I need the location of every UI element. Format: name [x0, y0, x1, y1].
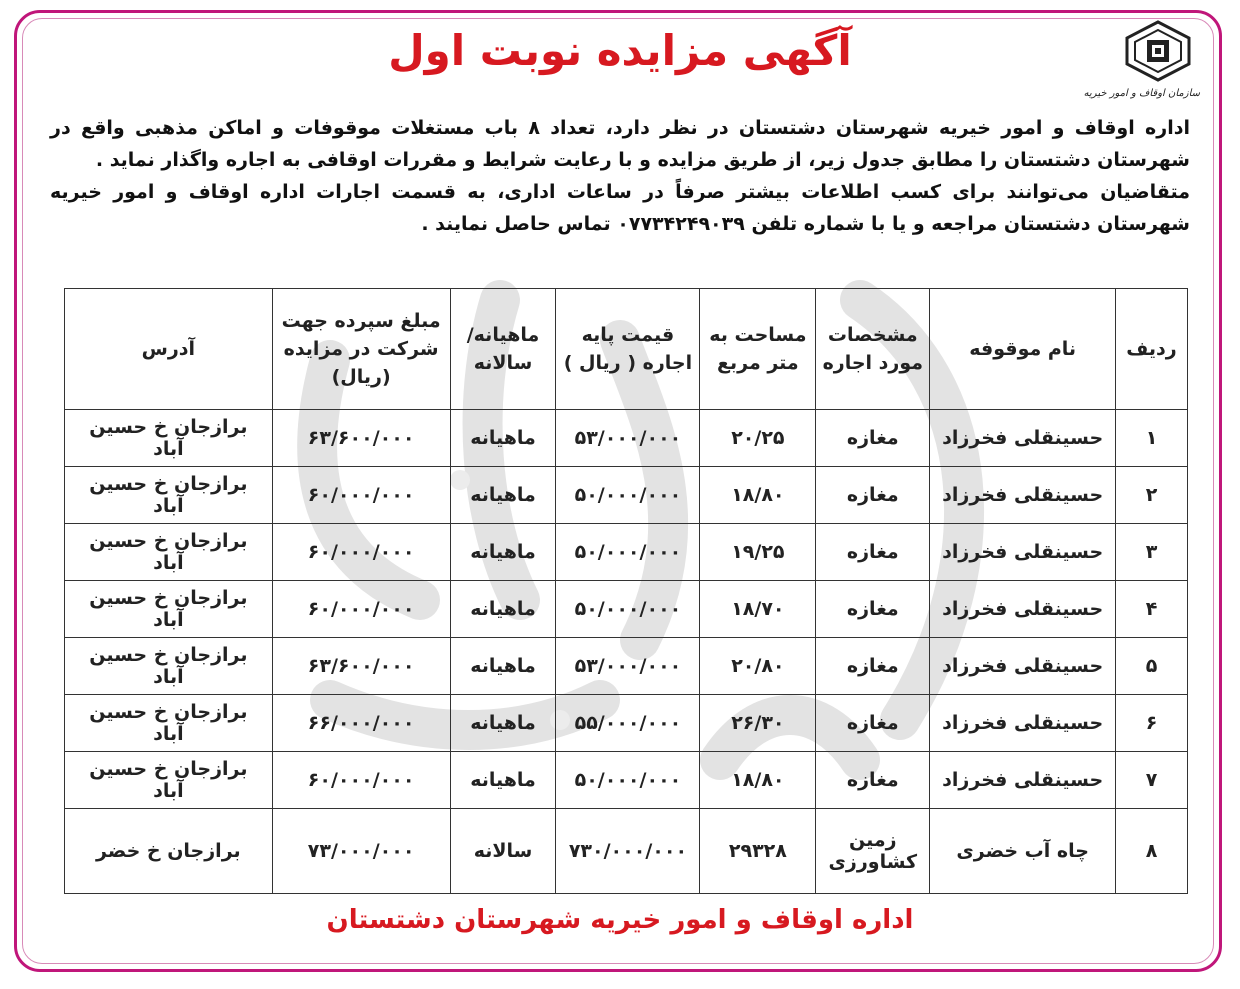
header-area: مساحت به متر مربع — [700, 289, 816, 410]
cell-row-no: ۱ — [1116, 410, 1188, 467]
table-row — [65, 809, 1188, 894]
cell-period: ماهیانه — [450, 524, 556, 581]
cell-deposit: ۶۰/۰۰۰/۰۰۰ — [272, 467, 450, 524]
cell-base-price: ۵۰/۰۰۰/۰۰۰ — [556, 581, 700, 638]
cell-base-price: ۷۳۰/۰۰۰/۰۰۰ — [556, 809, 700, 894]
cell-name: حسینقلی فخرزاد — [930, 695, 1116, 752]
table-row — [65, 695, 1188, 752]
cell-deposit: ۷۳/۰۰۰/۰۰۰ — [272, 809, 450, 894]
logo-caption: سازمان اوقاف و امور خیریه — [1083, 88, 1200, 99]
cell-deposit: ۶۳/۶۰۰/۰۰۰ — [272, 410, 450, 467]
cell-address: برازجان خ حسین آباد — [65, 752, 273, 809]
cell-row-no: ۷ — [1116, 752, 1188, 809]
cell-row-no: ۶ — [1116, 695, 1188, 752]
cell-area: ۲۰/۲۵ — [700, 410, 816, 467]
cell-row-no: ۳ — [1116, 524, 1188, 581]
table-row — [65, 638, 1188, 695]
table-row — [65, 524, 1188, 581]
table-row — [65, 752, 1188, 809]
cell-base-price: ۵۳/۰۰۰/۰۰۰ — [556, 638, 700, 695]
cell-period: ماهیانه — [450, 410, 556, 467]
cell-name: چاه آب خضری — [930, 809, 1116, 894]
cell-deposit: ۶۰/۰۰۰/۰۰۰ — [272, 581, 450, 638]
table-row — [65, 581, 1188, 638]
cell-period: ماهیانه — [450, 467, 556, 524]
cell-spec: مغازه — [816, 581, 930, 638]
cell-address: برازجان خ حسین آباد — [65, 581, 273, 638]
table-row — [65, 410, 1188, 467]
table-row — [65, 467, 1188, 524]
cell-address: برازجان خ حسین آباد — [65, 524, 273, 581]
cell-row-no: ۸ — [1116, 809, 1188, 894]
cell-base-price: ۵۰/۰۰۰/۰۰۰ — [556, 524, 700, 581]
cell-area: ۱۸/۷۰ — [700, 581, 816, 638]
cell-spec: مغازه — [816, 467, 930, 524]
cell-area: ۲۶/۳۰ — [700, 695, 816, 752]
intro-paragraph-1: اداره اوقاف و امور خیریه شهرستان دشتستان در نظر دارد، تعداد ۸ باب مستغلات موقوفات و اماکن مذهبی واقع در شهرستان دشتستان را مطابق جدول زیر، از طریق مزایده و با رعایت شرایط و مقررات اوقافی به اجاره واگذار نماید . — [50, 117, 1190, 171]
cell-row-no: ۴ — [1116, 581, 1188, 638]
cell-base-price: ۵۳/۰۰۰/۰۰۰ — [556, 410, 700, 467]
cell-area: ۱۸/۸۰ — [700, 752, 816, 809]
cell-period: ماهیانه — [450, 752, 556, 809]
cell-name: حسینقلی فخرزاد — [930, 524, 1116, 581]
cell-spec: مغازه — [816, 752, 930, 809]
intro-text — [50, 112, 1190, 240]
cell-row-no: ۵ — [1116, 638, 1188, 695]
cell-name: حسینقلی فخرزاد — [930, 410, 1116, 467]
cell-address: برازجان خ حسین آباد — [65, 410, 273, 467]
footer-signature: اداره اوقاف و امور خیریه شهرستان دشتستان — [326, 905, 914, 935]
header-row-no: ردیف — [1116, 289, 1188, 410]
header-name: نام موقوفه — [930, 289, 1116, 410]
cell-spec: مغازه — [816, 638, 930, 695]
cell-spec: مغازه — [816, 410, 930, 467]
cell-spec: مغازه — [816, 695, 930, 752]
cell-area: ۲۰/۸۰ — [700, 638, 816, 695]
notice-title: آگهی مزایده نوبت اول — [388, 26, 852, 75]
cell-period: سالانه — [450, 809, 556, 894]
cell-address: برازجان خ خضر — [65, 809, 273, 894]
intro-paragraph-2: متقاضیان می‌توانند برای کسب اطلاعات بیشتر صرفاً در ساعات اداری، به قسمت اجارات اداره اوقاف و امور خیریه شهرستان دشتستان مراجعه و یا با شماره تلفن ۰۷۷۳۴۲۴۹۰۳۹ تماس حاصل نمایند . — [50, 181, 1190, 235]
cell-deposit: ۶۰/۰۰۰/۰۰۰ — [272, 524, 450, 581]
cell-period: ماهیانه — [450, 695, 556, 752]
cell-address: برازجان خ حسین آباد — [65, 467, 273, 524]
cell-name: حسینقلی فخرزاد — [930, 467, 1116, 524]
auction-table — [64, 288, 1188, 894]
cell-area: ۱۹/۲۵ — [700, 524, 816, 581]
cell-base-price: ۵۵/۰۰۰/۰۰۰ — [556, 695, 700, 752]
cell-area: ۲۹۳۲۸ — [700, 809, 816, 894]
cell-base-price: ۵۰/۰۰۰/۰۰۰ — [556, 752, 700, 809]
header-base-price: قیمت پایه اجاره ( ریال ) — [556, 289, 700, 410]
cell-spec: مغازه — [816, 524, 930, 581]
cell-deposit: ۶۳/۶۰۰/۰۰۰ — [272, 638, 450, 695]
cell-deposit: ۶۰/۰۰۰/۰۰۰ — [272, 752, 450, 809]
cell-name: حسینقلی فخرزاد — [930, 752, 1116, 809]
header-period: ماهیانه/ سالانه — [450, 289, 556, 410]
table-header-row — [65, 289, 1188, 410]
cell-base-price: ۵۰/۰۰۰/۰۰۰ — [556, 467, 700, 524]
cell-name: حسینقلی فخرزاد — [930, 581, 1116, 638]
cell-spec: زمین کشاورزی — [816, 809, 930, 894]
cell-address: برازجان خ حسین آباد — [65, 695, 273, 752]
header-address: آدرس — [65, 289, 273, 410]
cell-deposit: ۶۶/۰۰۰/۰۰۰ — [272, 695, 450, 752]
cell-area: ۱۸/۸۰ — [700, 467, 816, 524]
header-spec: مشخصات مورد اجاره — [816, 289, 930, 410]
cell-period: ماهیانه — [450, 638, 556, 695]
header-deposit: مبلغ سپرده جهت شرکت در مزایده (ریال) — [272, 289, 450, 410]
cell-row-no: ۲ — [1116, 467, 1188, 524]
cell-period: ماهیانه — [450, 581, 556, 638]
cell-name: حسینقلی فخرزاد — [930, 638, 1116, 695]
cell-address: برازجان خ حسین آباد — [65, 638, 273, 695]
